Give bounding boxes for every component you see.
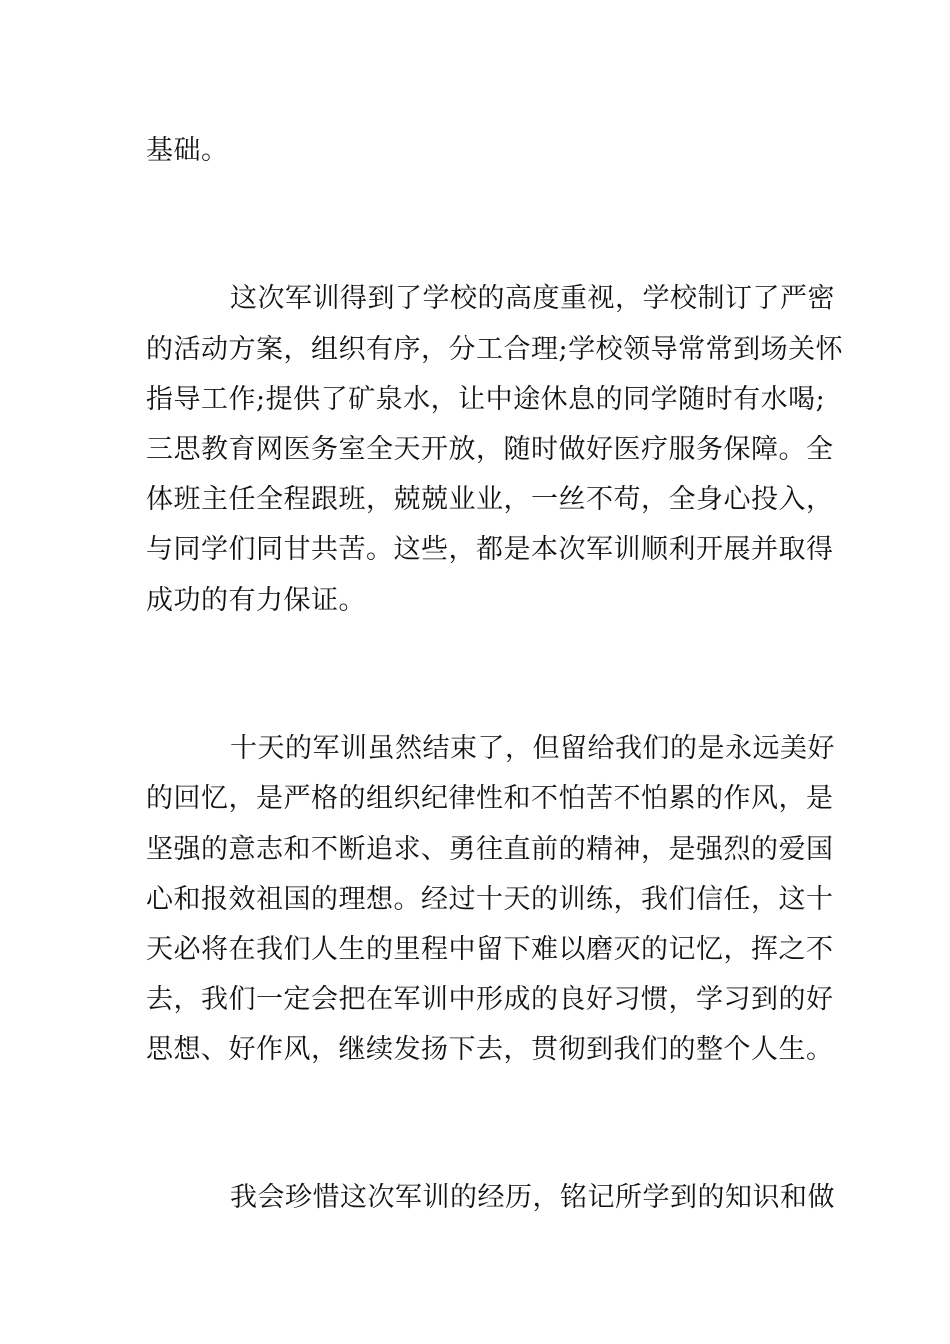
paragraph-2-line-5: 体班主任全程跟班，兢兢业业，一丝不苟，全身心投入，: [146, 484, 834, 515]
paragraph-2-line-6: 与同学们同甘共苦。这些，都是本次军训顺利开展并取得: [146, 534, 834, 565]
paragraph-3-line-7: 思想、好作风，继续发扬下去，贯彻到我们的整个人生。: [146, 1034, 834, 1065]
paragraph-1-line-1: 基础。: [146, 135, 229, 166]
paragraph-2-line-2: 的活动方案，组织有序，分工合理;学校领导常常到场关怀: [146, 334, 844, 365]
paragraph-3-line-6: 去，我们一定会把在军训中形成的良好习惯，学习到的好: [146, 984, 834, 1015]
paragraph-2-line-4: 三思教育网医务室全天开放，随时做好医疗服务保障。全: [146, 434, 834, 465]
paragraph-2-line-7: 成功的有力保证。: [146, 585, 366, 616]
paragraph-3-line-3: 坚强的意志和不断追求、勇往直前的精神，是强烈的爱国: [146, 834, 834, 865]
paragraph-3-line-1: 十天的军训虽然结束了，但留给我们的是永远美好: [230, 733, 835, 764]
paragraph-3-line-4: 心和报效祖国的理想。经过十天的训练，我们信任，这十: [146, 884, 834, 915]
paragraph-2-line-1: 这次军训得到了学校的高度重视，学校制订了严密: [230, 283, 835, 314]
paragraph-2-line-3: 指导工作;提供了矿泉水，让中途休息的同学随时有水喝;: [146, 384, 826, 415]
paragraph-4-line-1: 我会珍惜这次军训的经历，铭记所学到的知识和做: [230, 1182, 835, 1213]
paragraph-3-line-5: 天必将在我们人生的里程中留下难以磨灭的记忆，挥之不: [146, 934, 834, 965]
paragraph-3-line-2: 的回忆，是严格的组织纪律性和不怕苦不怕累的作风，是: [146, 783, 834, 814]
